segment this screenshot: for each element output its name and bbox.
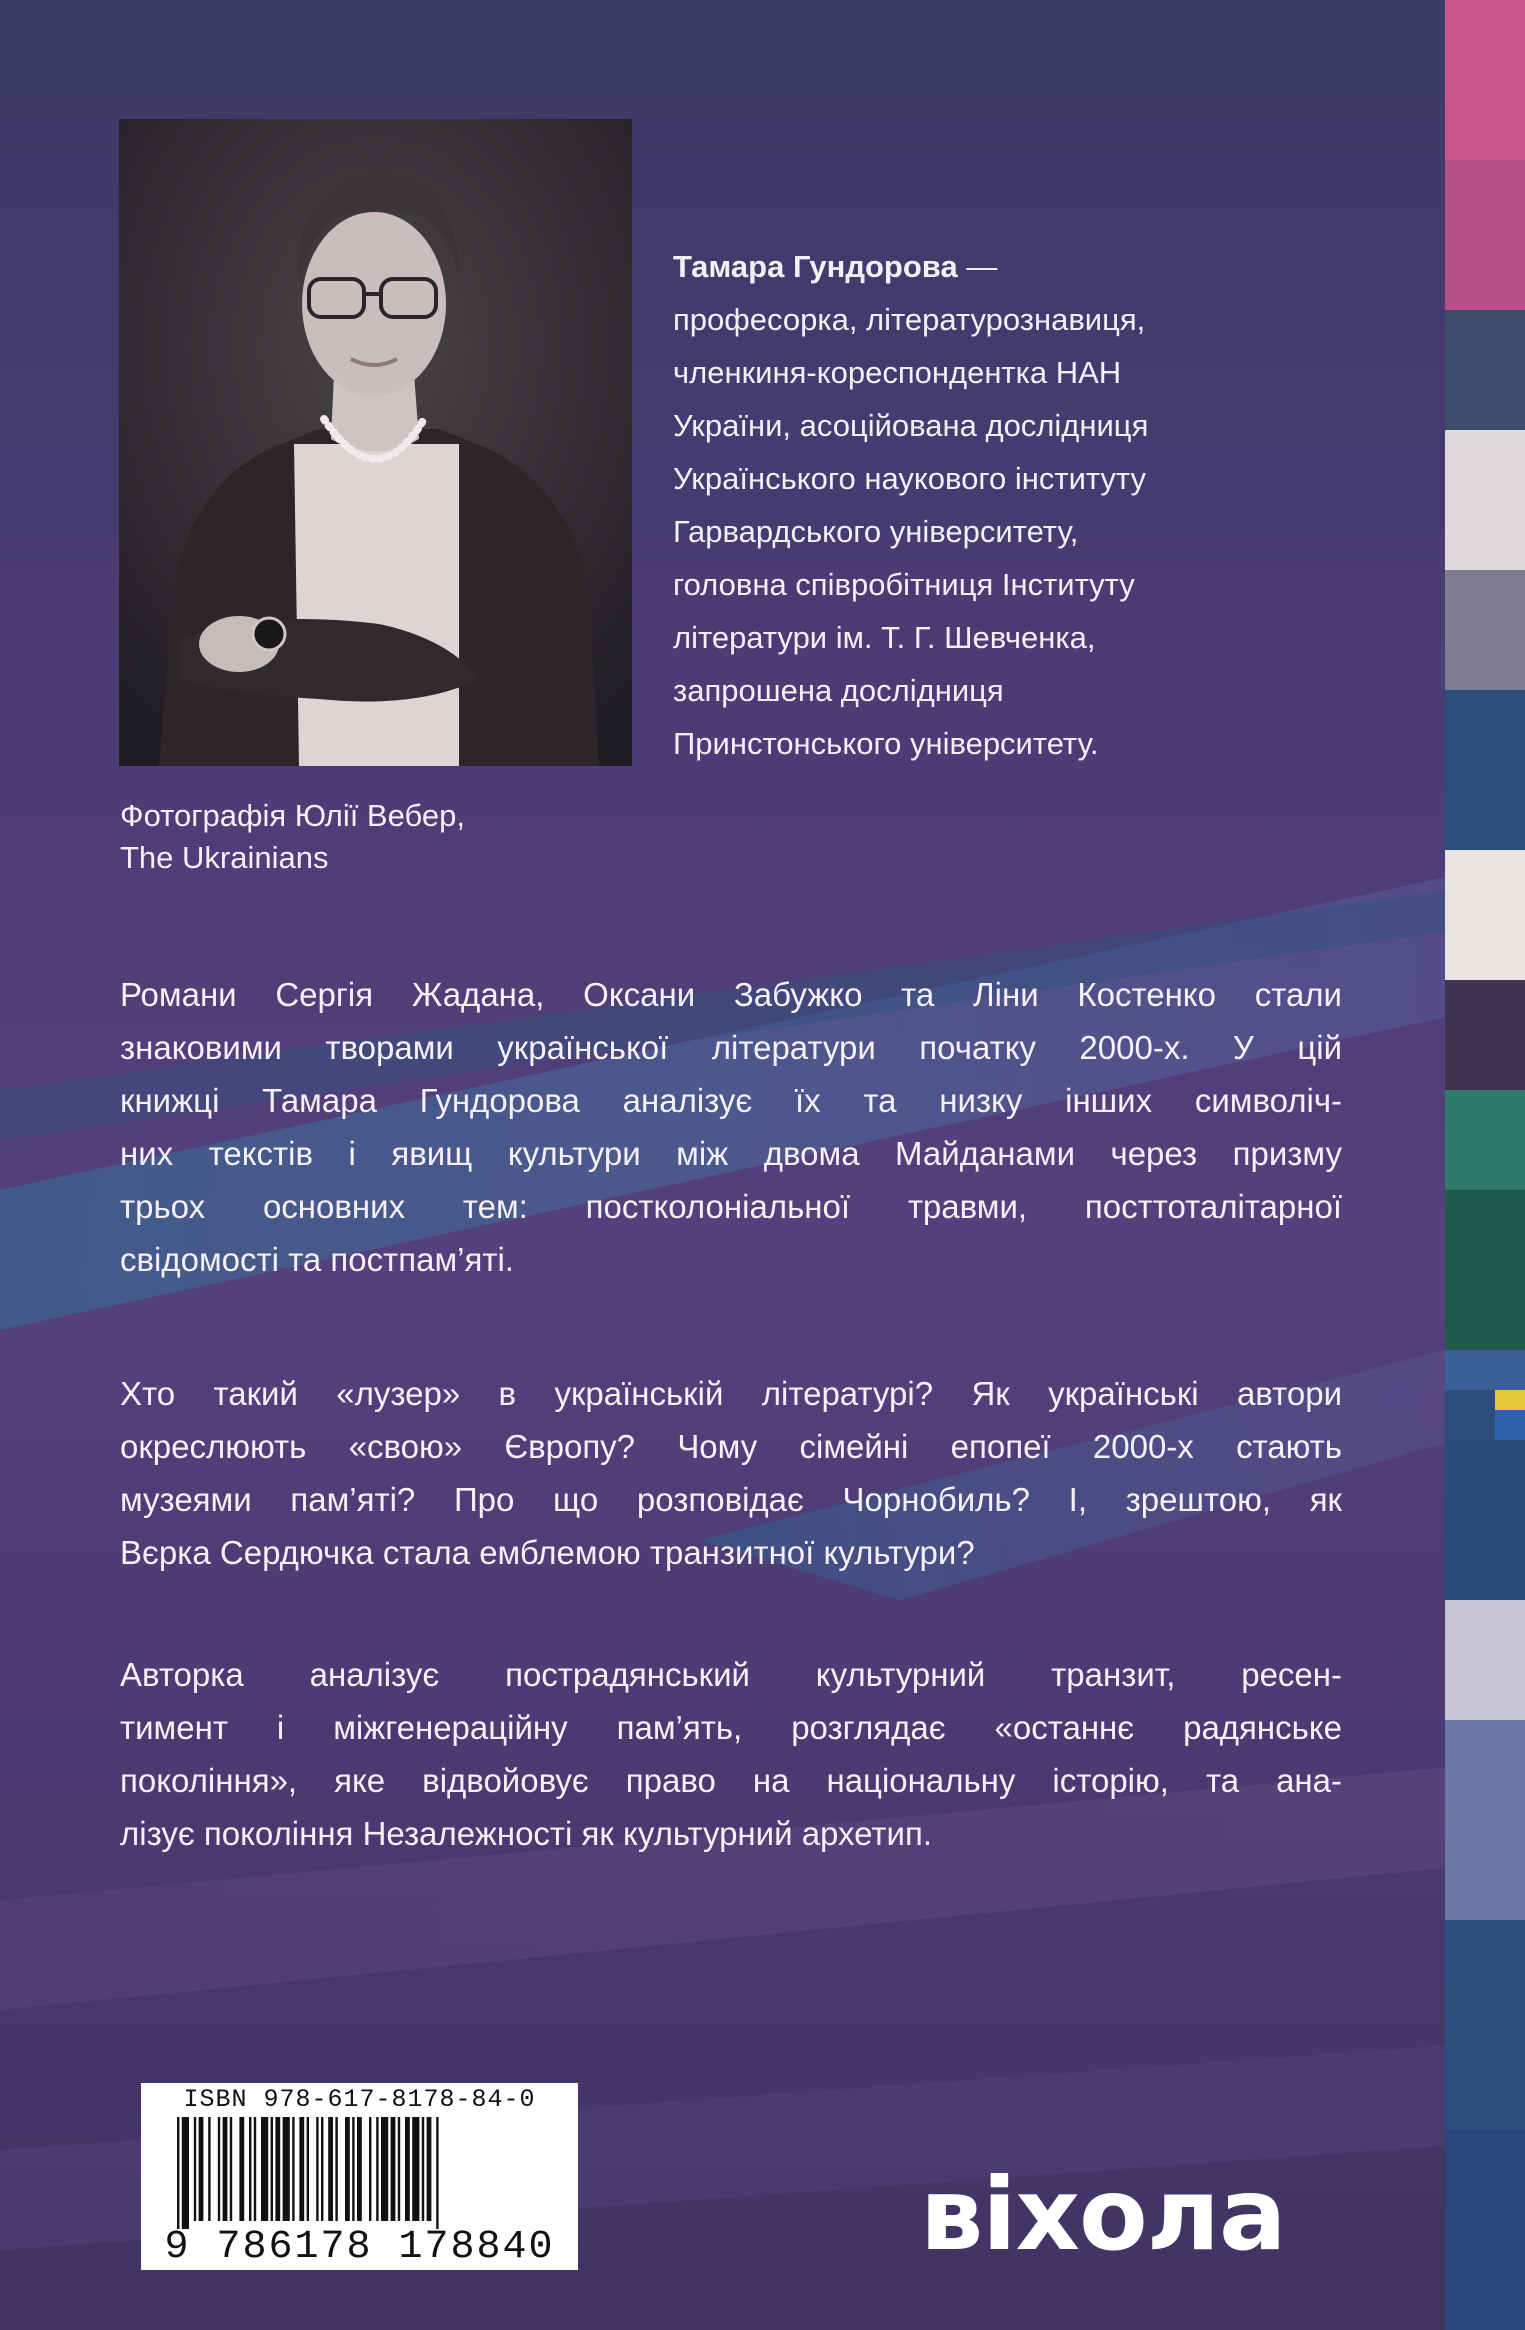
isbn-barcode — [141, 2083, 578, 2270]
barcode-bar — [328, 2117, 333, 2221]
barcode-bar — [182, 2117, 189, 2229]
barcode-digits: 9 786178 178840 — [164, 2225, 555, 2270]
barcode-bar — [254, 2117, 256, 2221]
barcode-bar — [275, 2117, 280, 2221]
barcode-bar — [194, 2117, 196, 2221]
paragraph-line: Вєрка Сердючка стала емблемою транзитної культури? — [120, 1534, 975, 1571]
barcode-bar — [218, 2117, 220, 2221]
description-paragraph — [120, 968, 1342, 1286]
barcode-bar — [398, 2117, 400, 2221]
paragraph-line: тимент і міжгенераційну пам’ять, розглядає «останнє радянське — [120, 1709, 1342, 1746]
bio-line: літератури ім. Т. Г. Шевченка, — [673, 620, 1096, 655]
paragraph-line: знаковими творами української літератури початку 2000-х. У цій — [120, 1029, 1342, 1066]
author-photo — [119, 119, 632, 766]
photo-credit — [120, 795, 640, 879]
author-bio — [673, 240, 1333, 770]
barcode-bar — [199, 2117, 204, 2221]
barcode-bar — [299, 2117, 304, 2221]
barcode-bar — [316, 2117, 318, 2221]
bio-line: запрошена дослідниця — [673, 673, 1004, 708]
barcode-bars — [141, 2117, 578, 2229]
barcode-bar — [283, 2117, 290, 2221]
author-name: Тамара Гундорова — [673, 249, 958, 284]
bio-line: членкиня-кореспондентка НАН — [673, 355, 1122, 390]
barcode-bar — [427, 2117, 432, 2221]
paragraph-line: Авторка аналізує пострадянський культурний транзит, ресен- — [120, 1656, 1342, 1693]
bio-line: Українського наукового інституту — [673, 461, 1146, 496]
barcode-bar — [422, 2117, 424, 2221]
paragraph-line: Романи Сергія Жадана, Оксани Забужко та Ліни Костенко стали — [120, 976, 1342, 1013]
barcode-bar — [436, 2117, 438, 2229]
barcode-bar — [271, 2117, 273, 2221]
barcode-bar — [352, 2117, 354, 2221]
barcode-bar — [412, 2117, 419, 2221]
photo-credit-line: The Ukrainians — [120, 840, 329, 875]
photo-credit-line: Фотографія Юлії Вебер, — [120, 798, 465, 833]
barcode-bar — [239, 2117, 244, 2221]
paragraph-line: окреслюють «свою» Європу? Чому сімейні епопеї 2000-х стають — [120, 1428, 1342, 1465]
isbn-label: ISBN 978-617-8178-84-0 — [183, 2085, 536, 2114]
paragraph-line: книжці Тамара Гундорова аналізує їх та низку інших символіч- — [120, 1082, 1342, 1119]
barcode-bar — [335, 2117, 337, 2221]
description-paragraph — [120, 1648, 1342, 1860]
barcode-bar — [307, 2117, 309, 2221]
bio-line: Принстонського університету. — [673, 726, 1099, 761]
description-paragraph — [120, 1367, 1342, 1579]
barcode-bar — [391, 2117, 396, 2221]
barcode-bar — [345, 2117, 350, 2221]
barcode-bar — [321, 2117, 323, 2221]
bio-dash: — — [957, 249, 998, 284]
spine-edge-art — [1445, 0, 1525, 2330]
barcode-bar — [261, 2117, 268, 2221]
paragraph-line: музеями пам’яті? Про що розповідає Чорнобиль? І, зрештою, як — [120, 1481, 1342, 1518]
bio-line: професорка, літературознавиця, — [673, 302, 1146, 337]
paragraph-line: покоління», яке відвойовує право на національну історію, та ана- — [120, 1762, 1342, 1799]
barcode-bar — [376, 2117, 378, 2221]
bio-heading — [673, 240, 1333, 293]
bio-line: головна співробітниця Інституту — [673, 567, 1135, 602]
paragraph-line: лізує покоління Незалежності як культурний архетип. — [120, 1815, 932, 1852]
paragraph-line: свідомості та постпам’яті. — [120, 1241, 514, 1278]
bio-line: Гарвардського університету, — [673, 514, 1079, 549]
barcode-bar — [230, 2117, 232, 2221]
barcode-bar — [249, 2117, 251, 2221]
paragraph-line: них текстів і явищ культури між двома Майданами через призму — [120, 1135, 1342, 1172]
barcode-bar — [292, 2117, 294, 2221]
barcode-bar — [177, 2117, 179, 2229]
paragraph-line: трьох основних тем: постколоніальної травми, посттоталітарної — [120, 1188, 1342, 1225]
publisher-logo: віхола — [920, 2156, 1286, 2273]
barcode-bar — [223, 2117, 228, 2221]
barcode-bar — [357, 2117, 362, 2221]
barcode-bar — [369, 2117, 371, 2221]
barcode-bar — [208, 2117, 210, 2221]
bio-line: України, асоційована дослідниця — [673, 408, 1149, 443]
paragraph-line: Хто такий «лузер» в українській літературі? Як українські автори — [120, 1375, 1342, 1412]
barcode-bar — [381, 2117, 388, 2221]
barcode-bar — [405, 2117, 410, 2221]
